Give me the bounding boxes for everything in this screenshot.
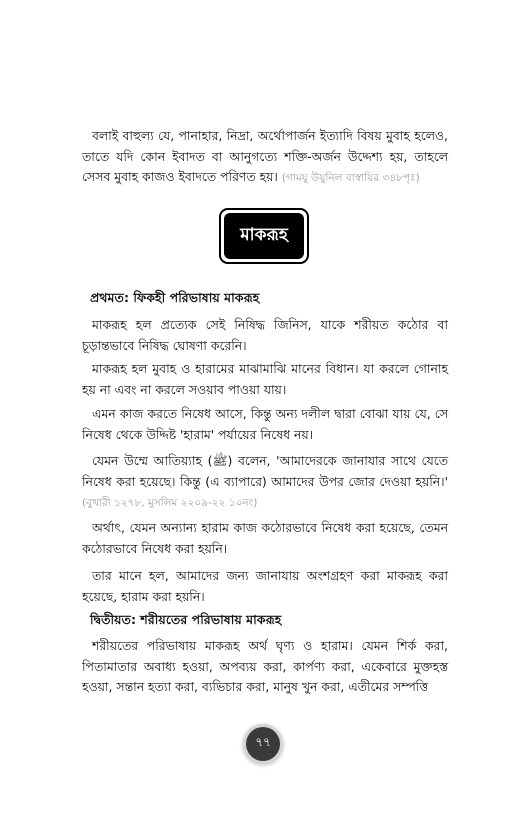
hadith-citation: (বুখারী ১২৭৮, মুসলিম ২২০৯-২২ ১০নং) [82, 497, 258, 509]
hadith-paragraph: যেমন উম্মে আতিয়্যাহ (ﷺ) বলেন, 'আমাদেরকে জানাযার সাথে যেতে নিষেধ করা হয়েছে। কিন্তু (এ ব্যাপারে) আমাদের উপর জোর দেওয়া হয়নি।' (বুখারী ১২৭৮, মুসলিম ২২০৯-২২ ১০নং) [82, 453, 448, 509]
heading-fiqhi-definition: প্রথমত: ফিকহী পরিভাষায় মাকরূহ [90, 290, 260, 305]
section-title: মাকরূহ [224, 213, 304, 259]
intro-paragraph: বলাই বাহুল্য যে, পানাহার, নিদ্রা, অর্থোপার্জন ইত্যাদি বিষয় মুবাহ হলেও, তাতে যদি কোন ইবাদত বা আনুগত্যে শক্তি-অর্জন উদ্দেশ্য হয়, তাহলে সেসব মুবাহ কাজও ইবাদতে পরিণত হয়। (গামযু উয়ুনিল বাস্বায়ির ৩৪৮পৃঃ) [82, 128, 448, 184]
shariah-paragraph: শরীয়তের পরিভাষায় মাকরূহ অর্থ ঘৃণ্য ও হারাম। যেমন শির্ক করা, পিতামাতার অবাধ্য হওয়া, অপব্যয় করা, কার্পণ্য করা, একেবারে মুক্তহস্ত হওয়া, সন্তান হত্যা করা, ব্যভিচার করা, মানুষ খুন করা, এতীমের সম্পত্তি [82, 638, 448, 694]
heading-shariah-definition: দ্বিতীয়ত: শরীয়তের পরিভাষায় মাকরূহ [90, 612, 282, 627]
definition-paragraph-2: মাকরূহ হল মুবাহ ও হারামের মাঝামাঝি মানের বিধান। যা করলে গোনাহ হয় না এবং না করলে সওয়াব পাওয়া যায়। [82, 361, 448, 397]
intro-citation: (গামযু উয়ুনিল বাস্বায়ির ৩৪৮পৃঃ) [281, 172, 420, 184]
definition-paragraph-3: এমন কাজ করতে নিষেধ আসে, কিন্তু অন্য দলীল দ্বারা বোঝা যায় যে, সে নিষেধ থেকে উদ্দিষ্ট 'হারাম' পর্যায়ের নিষেধ নয়। [82, 406, 448, 442]
explanation-paragraph-2: তার মানে হল, আমাদের জন্য জানাযায় অংশগ্রহণ করা মাকরূহ করা হয়েছে, হারাম করা হয়নি। [82, 568, 448, 604]
section-title-box [219, 208, 309, 264]
page-number-badge: ৭৭ [246, 727, 280, 761]
explanation-paragraph-1: অর্থাৎ, যেমন অন্যান্য হারাম কাজ কঠোরভাবে নিষেধ করা হয়েছে, তেমন কঠোরভাবে নিষেধ করা হয়নি। [82, 520, 448, 556]
definition-paragraph-1: মাকরূহ হল প্রত্যেক সেই নিষিদ্ধ জিনিস, যাকে শরীয়ত কঠোর বা চূড়ান্তভাবে নিষিদ্ধ ঘোষণা করেনি। [82, 317, 448, 353]
